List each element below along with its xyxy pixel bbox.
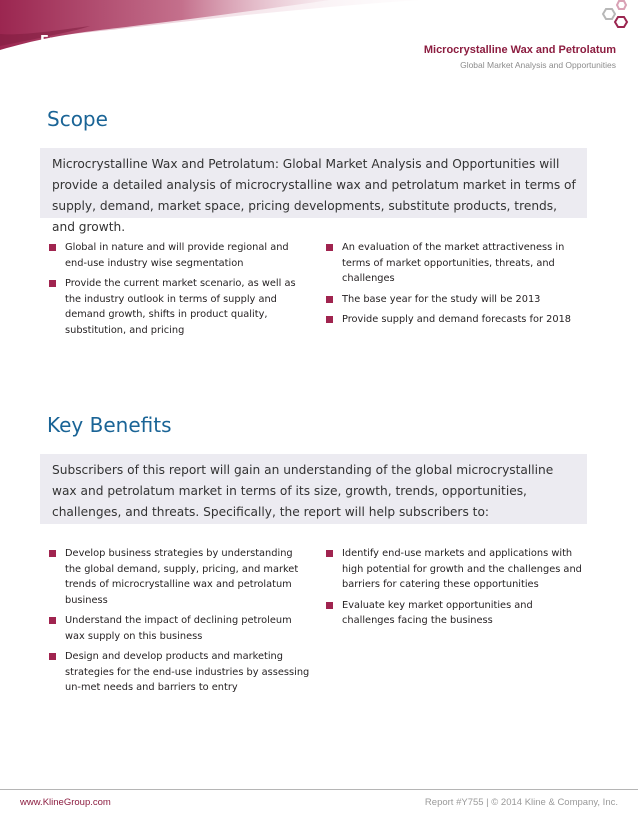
list-item: Global in nature and will provide regional and end-use industry wise segmentation — [48, 240, 311, 271]
list-item: Understand the impact of declining petroleum wax supply on this business — [48, 613, 311, 644]
square-bullet-icon — [326, 296, 333, 303]
scope-heading: Scope — [47, 107, 108, 131]
footer-report-info: Report #Y755 | © 2014 Kline & Company, Inc. — [424, 797, 618, 808]
square-bullet-icon — [49, 280, 56, 287]
scope-left-list — [48, 240, 311, 343]
report-title: Microcrystalline Wax and Petrolatum — [423, 44, 616, 56]
square-bullet-icon — [326, 244, 333, 251]
square-bullet-icon — [326, 316, 333, 323]
footer-divider — [0, 789, 638, 790]
report-subtitle: Global Market Analysis and Opportunities — [460, 60, 616, 70]
benefits-right-list — [325, 546, 583, 634]
square-bullet-icon — [49, 244, 56, 251]
list-item: An evaluation of the market attractiveness in terms of market opportunities, threats, and challenges — [325, 240, 583, 287]
benefits-left-list — [48, 546, 311, 701]
footer-website-link[interactable]: www.KlineGroup.com — [20, 797, 111, 808]
square-bullet-icon — [326, 602, 333, 609]
hexagon-logo-icon — [590, 0, 638, 36]
list-item: Provide supply and demand forecasts for 2018 — [325, 312, 583, 328]
square-bullet-icon — [49, 653, 56, 660]
square-bullet-icon — [49, 617, 56, 624]
list-item: Provide the current market scenario, as well as the industry outlook in terms of supply and demand growth, shifts in product quality, substitution, and pricing — [48, 276, 311, 338]
list-item: Identify end-use markets and applications with high potential for growth and the challenges and barriers for catering these opportunities — [325, 546, 583, 593]
key-benefits-intro: Subscribers of this report will gain an understanding of the global microcrystalline wax and petrolatum market in terms of its size, growth, trends, opportunities, challenges, and threats. Specifically, the report will help subscribers to: — [40, 454, 587, 524]
scope-right-list — [325, 240, 583, 333]
square-bullet-icon — [49, 550, 56, 557]
key-benefits-heading: Key Benefits — [47, 413, 172, 437]
square-bullet-icon — [326, 550, 333, 557]
list-item: The base year for the study will be 2013 — [325, 292, 583, 308]
category-label: Energy — [40, 34, 93, 49]
list-item: Evaluate key market opportunities and challenges facing the business — [325, 598, 583, 629]
list-item: Design and develop products and marketing strategies for the end-use industries by assessing un-met needs and barriers to entry — [48, 649, 311, 696]
scope-intro: Microcrystalline Wax and Petrolatum: Global Market Analysis and Opportunities will provide a detailed analysis of microcrystalline wax and petrolatum market in terms of supply, demand, market space, pricing developments, substitute products, trends, and growth. — [40, 148, 587, 218]
list-item: Develop business strategies by understanding the global demand, supply, pricing, and market trends of microcrystalline wax and petrolatum business — [48, 546, 311, 608]
